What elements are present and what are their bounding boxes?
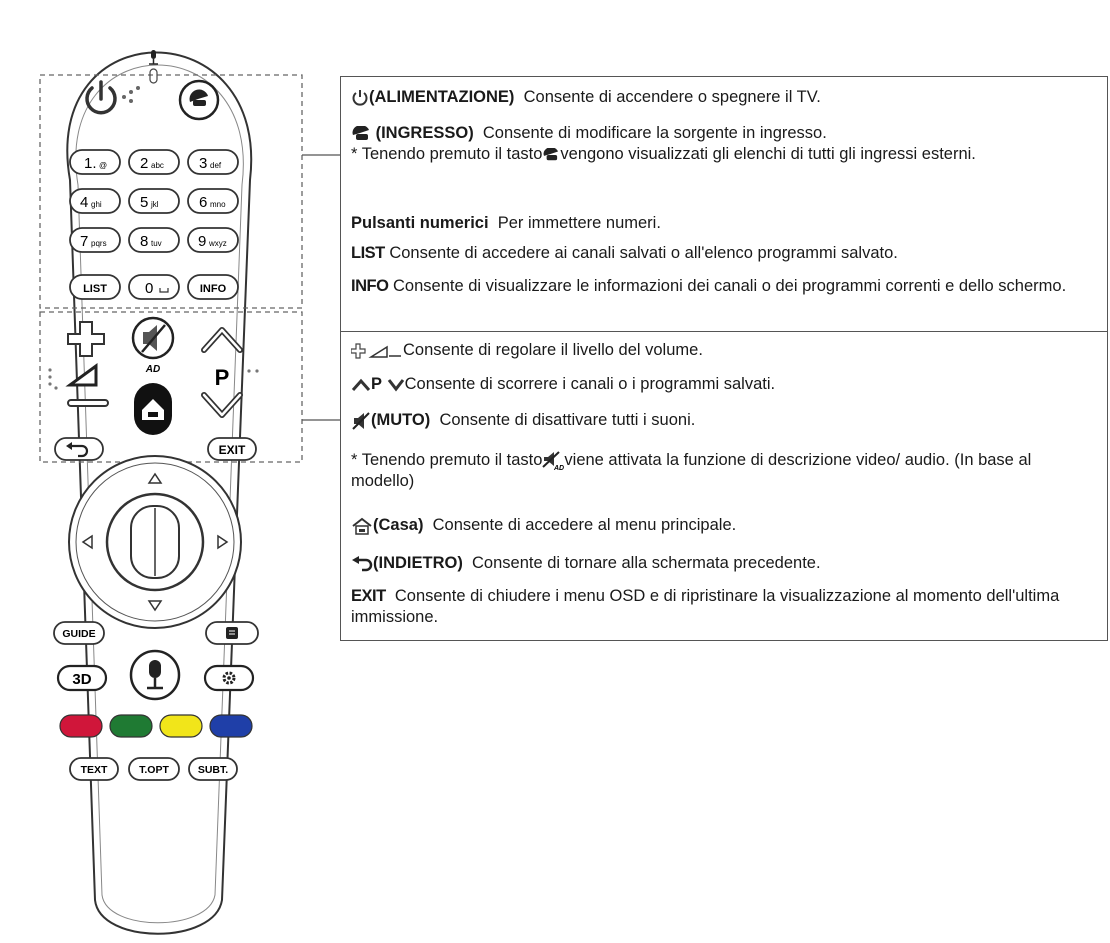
list-description: Consente di accedere ai canali salvati o all'elenco programmi salvato. — [389, 244, 898, 262]
back-label: (INDIETRO) — [373, 554, 463, 572]
row-mute-note — [351, 450, 1099, 492]
key-4[interactable] — [70, 189, 120, 213]
row-back — [351, 553, 1099, 574]
channel-dot — [247, 369, 250, 372]
mute-description: Consente di disattivare tutti i suoni. — [439, 411, 696, 429]
chevron-down-icon — [387, 378, 405, 392]
svg-text:SUBT.: SUBT. — [197, 764, 229, 776]
key-6[interactable] — [188, 189, 238, 213]
row-home — [351, 515, 1099, 536]
back-icon — [351, 556, 373, 572]
svg-text:GUIDE: GUIDE — [62, 628, 96, 640]
t-opt-button[interactable] — [129, 758, 179, 780]
svg-text:mno: mno — [210, 200, 226, 209]
svg-text:ghi: ghi — [91, 200, 102, 209]
home-icon — [351, 517, 373, 535]
key-9[interactable] — [188, 228, 238, 252]
volume-description: Consente di regolare il livello del volume. — [403, 341, 703, 359]
svg-text:4: 4 — [80, 194, 89, 211]
svg-text:8: 8 — [140, 233, 149, 250]
channel-p-label: P — [214, 365, 230, 390]
power-label: (ALIMENTAZIONE) — [369, 88, 515, 106]
numeric-label: Pulsanti numerici — [351, 214, 489, 232]
svg-text:9: 9 — [198, 233, 207, 250]
key-5[interactable] — [129, 189, 179, 213]
key-2[interactable] — [129, 150, 179, 174]
channel-p-text: P — [371, 375, 383, 393]
green-key[interactable] — [110, 715, 152, 737]
mute-ad-icon — [542, 451, 564, 471]
input-icon — [351, 126, 371, 142]
info-button[interactable] — [188, 275, 238, 299]
row-info — [351, 276, 1099, 297]
input-description: Consente di modificare la sorgente in ingresso. — [482, 124, 827, 142]
guide-button[interactable] — [54, 622, 104, 644]
svg-text:3: 3 — [199, 155, 208, 172]
voice-button[interactable] — [131, 651, 179, 699]
list-button[interactable] — [70, 275, 120, 299]
info-box-top — [340, 76, 1108, 332]
input-note-a: * Tenendo premuto il tasto — [351, 145, 543, 163]
numeric-description: Per immettere numeri. — [497, 214, 661, 232]
settings-button[interactable] — [205, 666, 253, 690]
channel-description: Consente di scorrere i canali o i programmi salvati. — [404, 375, 776, 393]
exit-description: Consente di chiudere i menu OSD e di ripristinare la visualizzazione al momento dell'ultima immissione. — [351, 587, 1060, 626]
home-label: (Casa) — [373, 516, 424, 534]
svg-text:AD: AD — [145, 364, 161, 375]
mute-note-b: viene attivata la funzione di descrizione video/ audio. (In base al modello) — [351, 451, 1032, 490]
row-power — [351, 87, 1099, 108]
text-button[interactable] — [70, 758, 118, 780]
key-0[interactable] — [129, 275, 179, 299]
menu-button[interactable] — [206, 622, 258, 644]
power-icon — [351, 89, 369, 107]
info-box-bottom — [340, 331, 1108, 641]
svg-text:abc: abc — [151, 161, 164, 170]
svg-text:5: 5 — [140, 194, 149, 211]
ok-wheel[interactable] — [107, 494, 203, 590]
input-note-b: vengono visualizzati gli elenchi di tutti gli ingressi esterni. — [560, 145, 976, 163]
mute-icon — [351, 412, 371, 430]
yellow-key[interactable] — [160, 715, 202, 737]
blue-key[interactable] — [210, 715, 252, 737]
svg-text:EXIT: EXIT — [218, 443, 246, 457]
row-exit — [351, 586, 1099, 628]
row-channel — [351, 374, 1099, 395]
svg-text:pqrs: pqrs — [91, 239, 107, 248]
mute-note-a: * Tenendo premuto il tasto — [351, 451, 543, 469]
svg-text:6: 6 — [199, 194, 208, 211]
chevron-up-icon — [351, 378, 371, 392]
svg-text:@: @ — [99, 161, 108, 170]
input-button[interactable] — [180, 81, 218, 119]
input-icon — [542, 148, 560, 162]
three-d-button[interactable] — [58, 666, 106, 690]
svg-text:2: 2 — [140, 155, 149, 172]
svg-text:3D: 3D — [72, 671, 92, 688]
svg-text:0: 0 — [145, 280, 154, 297]
power-description: Consente di accendere o spegnere il TV. — [523, 88, 821, 106]
subt-button[interactable] — [189, 758, 237, 780]
red-key[interactable] — [60, 715, 102, 737]
svg-text:def: def — [210, 161, 222, 170]
svg-text:T.OPT: T.OPT — [139, 764, 169, 776]
svg-text:INFO: INFO — [199, 283, 227, 295]
channel-dot — [255, 369, 258, 372]
svg-text:wxyz: wxyz — [209, 239, 227, 248]
key-1[interactable] — [70, 150, 120, 174]
info-label: INFO — [351, 277, 389, 295]
input-label: (INGRESSO) — [375, 124, 474, 142]
svg-text:LIST: LIST — [83, 283, 107, 295]
home-description: Consente di accedere al menu principale. — [432, 516, 737, 534]
home-button[interactable] — [134, 383, 172, 435]
back-button[interactable] — [55, 438, 103, 460]
svg-text:TEXT: TEXT — [80, 764, 108, 776]
mute-label: (MUTO) — [371, 411, 431, 429]
exit-label: EXIT — [351, 587, 386, 605]
svg-text:jkl: jkl — [151, 200, 159, 209]
key-3[interactable] — [188, 150, 238, 174]
key-7[interactable] — [70, 228, 120, 252]
svg-text:tuv: tuv — [151, 239, 162, 248]
exit-button[interactable] — [208, 438, 256, 460]
back-description: Consente di tornare alla schermata precedente. — [472, 554, 821, 572]
info-description: Consente di visualizzare le informazioni dei canali o dei programmi correnti e dello schermo. — [393, 277, 1067, 295]
row-list — [351, 243, 1099, 264]
key-8[interactable] — [129, 228, 179, 252]
row-volume — [351, 340, 1099, 361]
volume-icon — [48, 366, 96, 390]
row-input — [351, 123, 1099, 165]
volume-icon — [351, 343, 403, 359]
list-label: LIST — [351, 244, 385, 262]
svg-text:AD: AD — [554, 464, 565, 471]
row-mute — [351, 410, 1099, 431]
svg-text:1.: 1. — [84, 155, 97, 172]
svg-text:7: 7 — [80, 233, 89, 250]
volume-down-button[interactable] — [68, 400, 108, 406]
row-numeric — [351, 213, 1099, 234]
